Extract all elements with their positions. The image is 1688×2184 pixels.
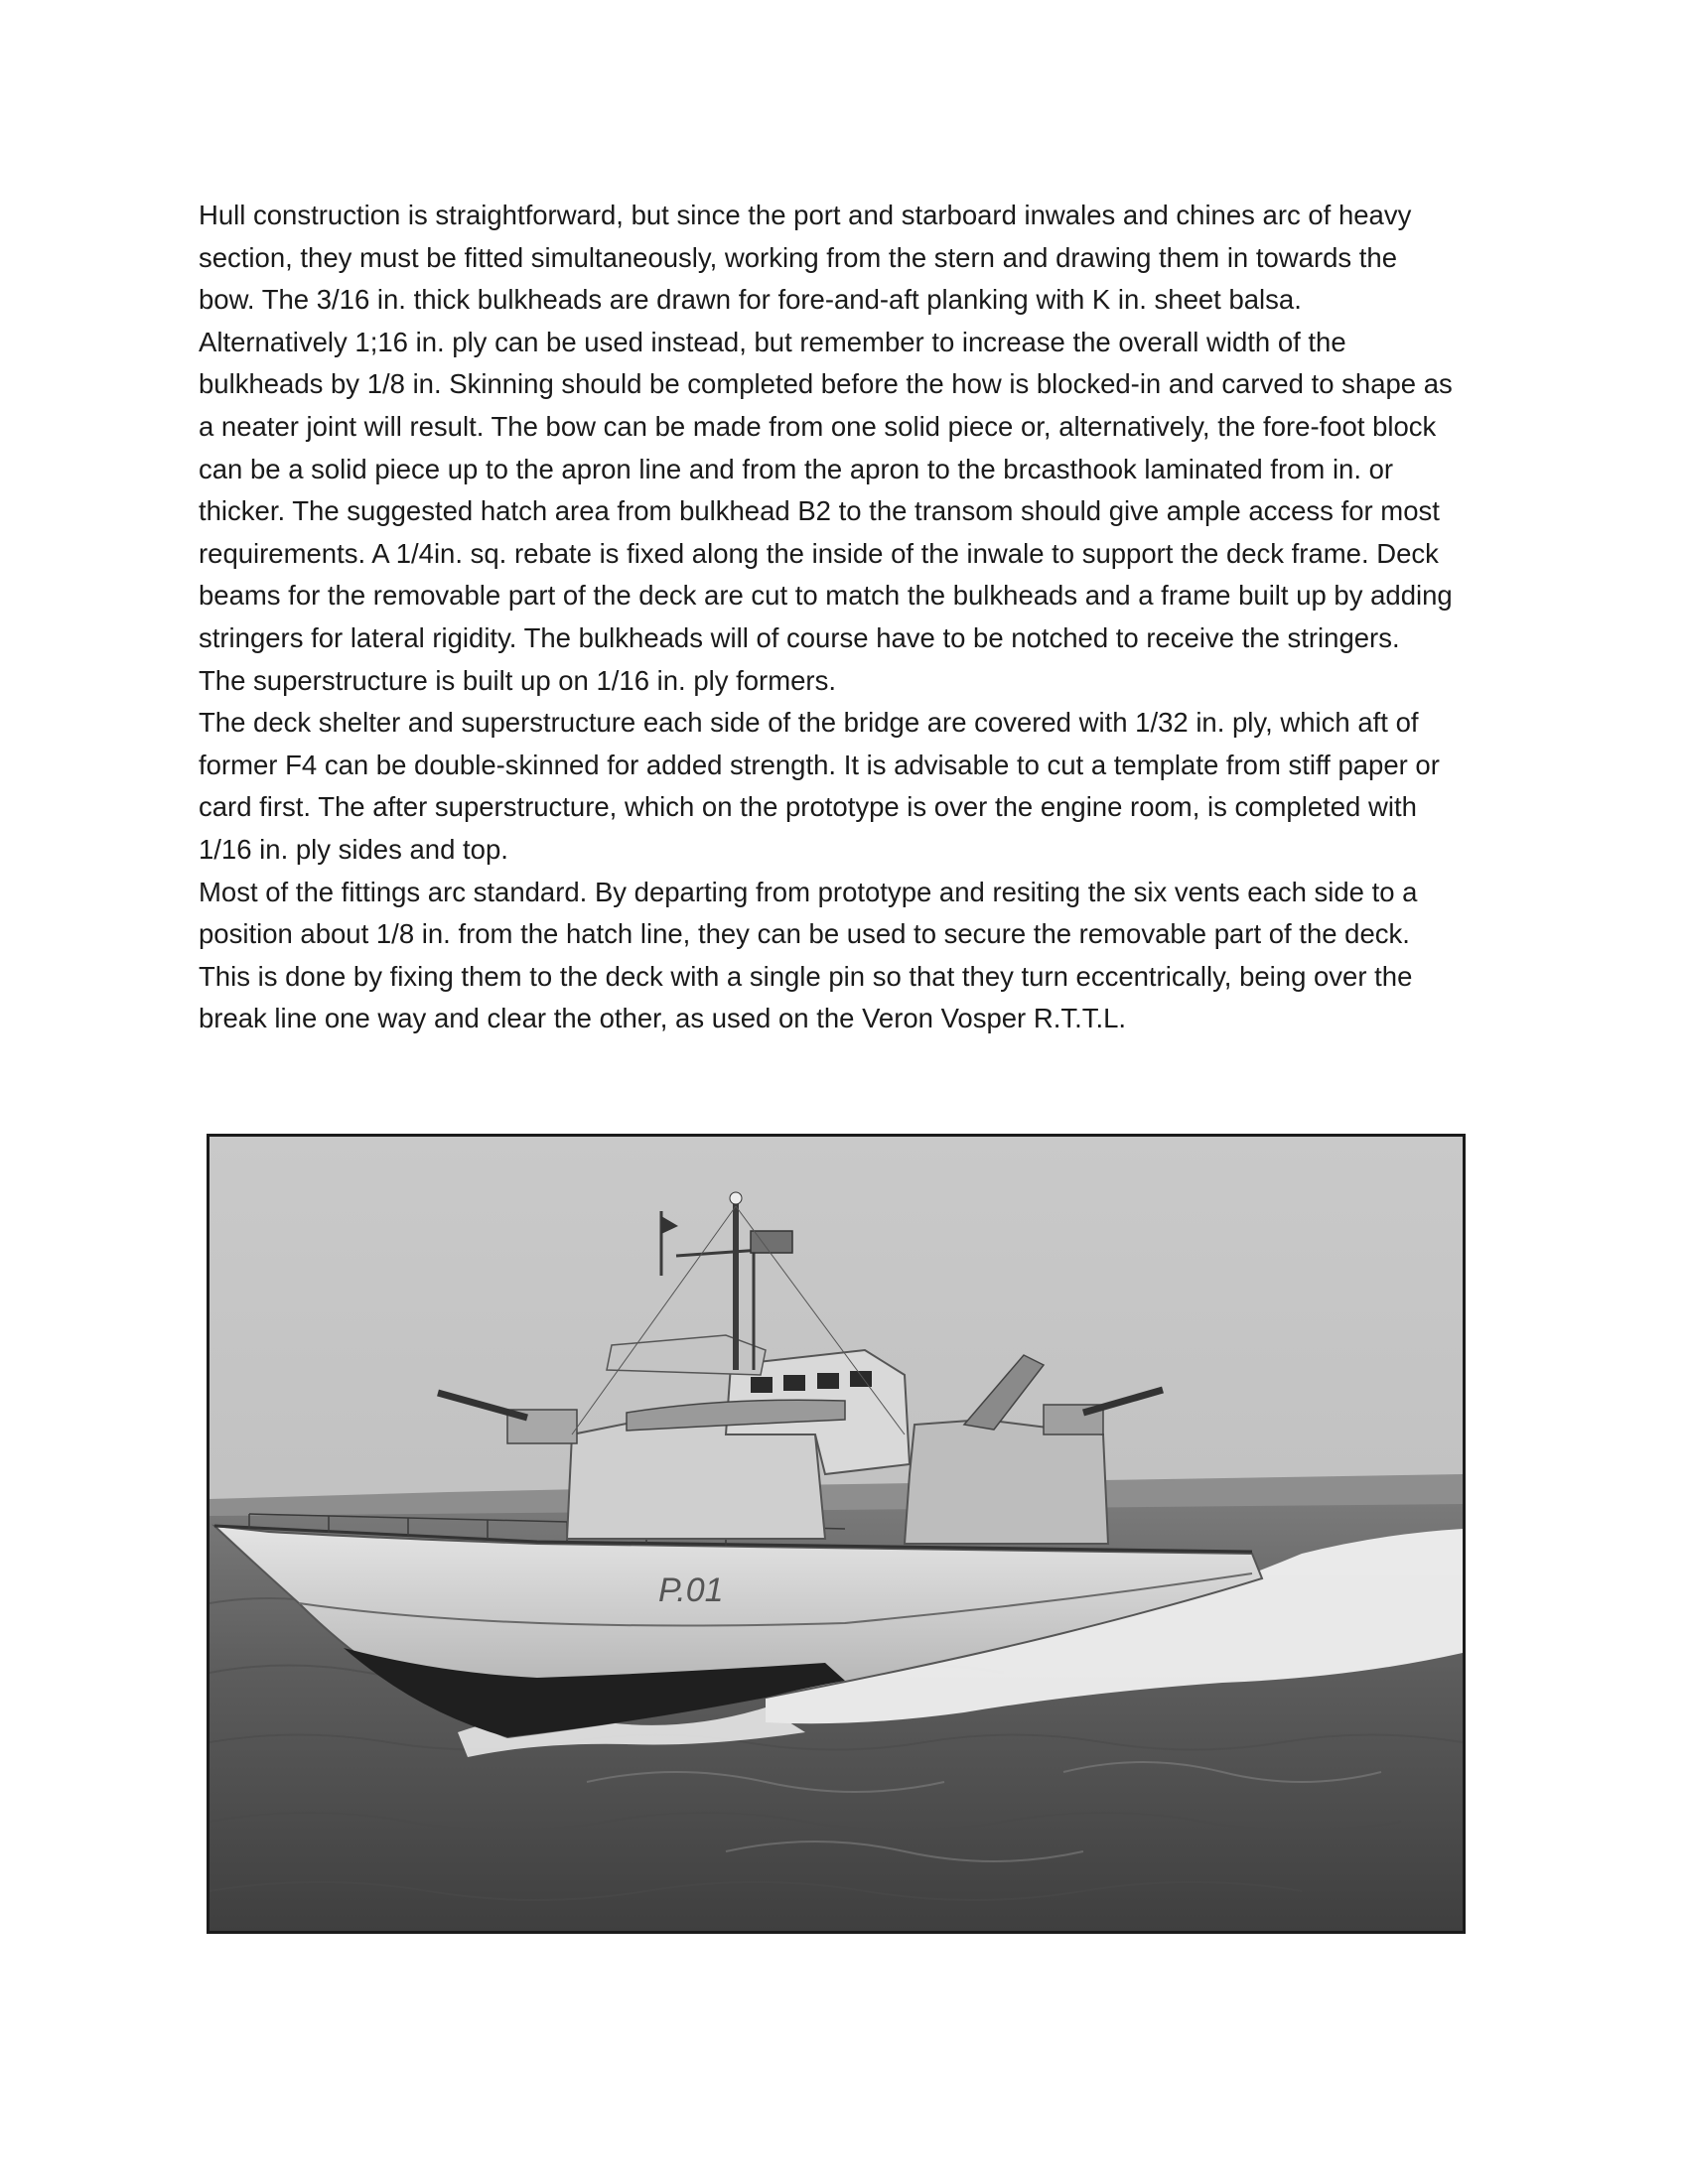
boat-photo-illustration: [210, 1137, 1463, 1931]
text-line: bow. The 3/16 in. thick bulkheads are drawn for fore-and-aft planking with K in. sheet balsa.: [199, 284, 1302, 316]
text-line: The superstructure is built up on 1/16 in. ply formers.: [199, 664, 836, 696]
text-line: The deck shelter and superstructure each side of the bridge are covered with 1/32 in. ply, which aft of: [199, 707, 1419, 739]
text-line: a neater joint will result. The bow can be made from one solid piece or, alternatively, the fore-foot block: [199, 410, 1437, 442]
text-line: requirements. A 1/4in. sq. rebate is fixed along the inside of the inwale to support the deck frame. Deck: [199, 537, 1439, 569]
boat-photo: [207, 1134, 1466, 1934]
text-line: stringers for lateral rigidity. The bulkheads will of course have to be notched to receive the stringers.: [199, 621, 1400, 653]
text-line: position about 1/8 in. from the hatch line, they can be used to secure the removable part of the deck.: [199, 918, 1410, 950]
text-line: Alternatively 1;16 in. ply can be used instead, but remember to increase the overall width of the: [199, 326, 1346, 357]
text-line: break line one way and clear the other, as used on the Veron Vosper R.T.T.L.: [199, 1003, 1127, 1034]
text-line: Hull construction is straightforward, but since the port and starboard inwales and chines arc of heavy: [199, 200, 1412, 230]
text-line: card first. The after superstructure, which on the prototype is over the engine room, is completed with: [199, 791, 1417, 823]
text-line: former F4 can be double-skinned for added strength. It is advisable to cut a template from stiff paper or: [199, 749, 1440, 780]
text-line: thicker. The suggested hatch area from bulkhead B2 to the transom should give ample access for most: [199, 495, 1440, 527]
text-line: beams for the removable part of the deck are cut to match the bulkheads and a frame built up by adding: [199, 580, 1453, 612]
article-text: [199, 195, 1509, 1040]
text-line: bulkheads by 1/8 in. Skinning should be completed before the how is blocked-in and carved to shape as: [199, 368, 1453, 400]
text-line: can be a solid piece up to the apron line and from the apron to the brcasthook laminated from in. or: [199, 453, 1394, 484]
hull-number: P.01: [658, 1571, 724, 1609]
text-line: Most of the fittings arc standard. By departing from prototype and resiting the six vents each side to a: [199, 876, 1418, 907]
text-line: 1/16 in. ply sides and top.: [199, 833, 508, 865]
text-line: section, they must be fitted simultaneously, working from the stern and drawing them in towards the: [199, 241, 1398, 273]
text-line: This is done by fixing them to the deck with a single pin so that they turn eccentrically, being over the: [199, 960, 1413, 992]
